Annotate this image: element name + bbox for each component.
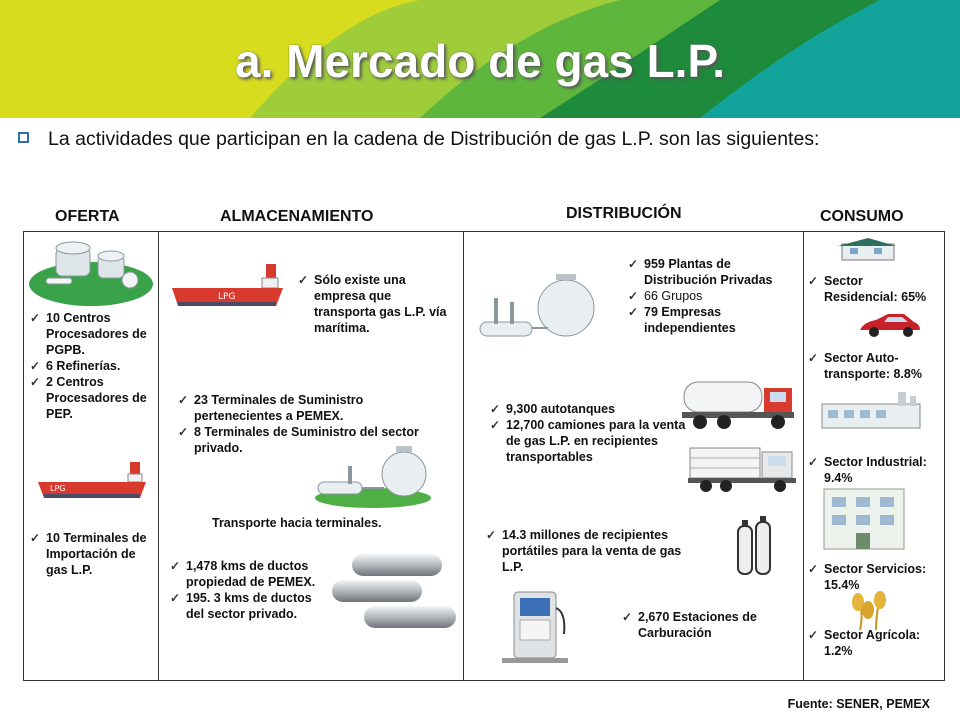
auto-item	[806, 350, 940, 382]
list-item: ✓ 12,700 camiones para la venta de gas L.P. en recipientes transportables	[488, 417, 688, 465]
slide-title: a. Mercado de gas L.P.	[234, 35, 725, 87]
gas-cylinders-image	[734, 516, 778, 580]
list-item: ✓ 2,670 Estaciones de Carburación	[620, 609, 800, 641]
maritime-note	[296, 272, 456, 336]
intro-text: La actividades que participan en la cadena de Distribución de gas L.P. son las siguientes:	[48, 128, 820, 150]
list-item: ✓ 66 Grupos	[626, 288, 786, 304]
intro-text-block	[18, 126, 918, 152]
list-item: ✓ 1,478 kms de ductos propiedad de PEMEX.	[168, 558, 318, 590]
industrial-item	[806, 454, 942, 486]
storage-terminal-image	[312, 438, 434, 510]
list-item: ✓ 23 Terminales de Suministro pertenecientes a PEMEX.	[176, 392, 446, 424]
wheat-icon	[846, 588, 894, 632]
transport-caption: Transporte hacia terminales.	[212, 516, 382, 530]
oferta-list-2	[28, 530, 156, 578]
fuel-dispenser-image	[500, 588, 570, 664]
tanker-truck-image	[680, 374, 798, 432]
column-header-consumo: CONSUMO	[820, 208, 904, 225]
list-item: ✓ 6 Refinerías.	[28, 358, 156, 374]
pipes-image	[324, 546, 460, 638]
oferta-list-1	[28, 310, 156, 422]
list-item: ✓ Sólo existe una empresa que transporta gas L.P. vía marítima.	[296, 272, 456, 336]
list-item: ✓ 14.3 millones de recipientes portátiles para la venta de gas L.P.	[484, 527, 704, 575]
list-item: ✓ 959 Plantas de Distribución Privadas	[626, 256, 786, 288]
source-note: Fuente: SENER, PEMEX	[787, 697, 930, 711]
cylinder-truck-image	[686, 440, 798, 494]
containers-list	[484, 527, 704, 575]
lpg-tanker-ship-image	[170, 260, 285, 316]
lpg-ship-image	[36, 456, 148, 506]
plants-list	[626, 256, 786, 336]
list-item: ✓ 8 Terminales de Suministro del sector privado.	[176, 424, 446, 456]
ship-lpg-label: LPG	[50, 484, 66, 493]
list-item: ✓ 10 Terminales de Importación de gas L.P.	[28, 530, 156, 578]
factory-icon	[818, 390, 924, 430]
column-header-almacenamiento: ALMACENAMIENTO	[220, 208, 374, 225]
house-icon	[836, 236, 898, 262]
list-item: ✓ 79 Empresas independientes	[626, 304, 786, 336]
ducts-list	[168, 558, 318, 622]
car-icon	[858, 310, 922, 340]
trucks-list	[488, 401, 688, 465]
list-item: ✓ 9,300 autotanques	[488, 401, 688, 417]
list-item: ✓ Sector Agrícola: 1.2%	[806, 627, 942, 659]
ship-lpg-label: LPG	[218, 292, 236, 302]
residencial-item	[806, 273, 938, 305]
agricola-item	[806, 627, 942, 659]
list-item: ✓ Sector Residencial: 65%	[806, 273, 938, 305]
list-item: ✓ 2 Centros Procesadores de PEP.	[28, 374, 156, 422]
column-header-distribucion: DISTRIBUCIÓN	[566, 205, 682, 222]
list-item: ✓ Sector Auto-transporte: 8.8%	[806, 350, 940, 382]
list-item: ✓ Sector Servicios: 15.4%	[806, 561, 942, 593]
square-bullet-icon	[18, 132, 29, 143]
column-header-oferta: OFERTA	[55, 208, 120, 225]
list-item: ✓ 10 Centros Procesadores de PGPB.	[28, 310, 156, 358]
processing-center-image	[26, 236, 156, 308]
distribution-plant-image	[474, 268, 604, 348]
office-building-icon	[822, 487, 906, 551]
stations-list	[620, 609, 800, 641]
list-item: ✓ 195. 3 kms de ductos del sector privado.	[168, 590, 318, 622]
list-item: ✓ Sector Industrial: 9.4%	[806, 454, 942, 486]
